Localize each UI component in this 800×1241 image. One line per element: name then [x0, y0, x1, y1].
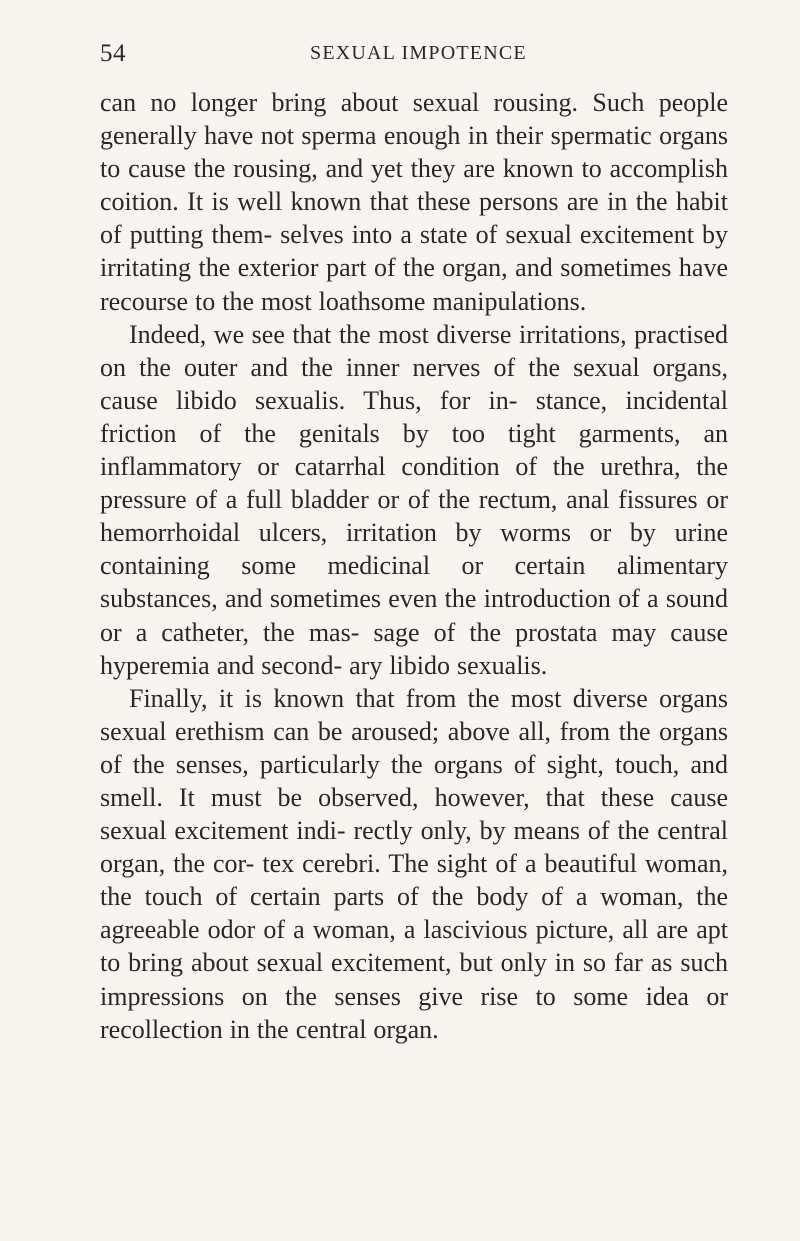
page-number: 54 — [100, 40, 126, 67]
body-text — [100, 86, 728, 1046]
paragraph-senses: Finally, it is known that from the most diverse organs sexual erethism can be aroused; above all, from the organs of the senses, particularly the organs of sight, touch, and smell. It must be observed, however, that these cause sexual excitement indi- rectly only, by means of the central organ, the cor- tex cerebri. The sight of a beautiful woman, the touch of certain parts of the body of a woman, the agreeable odor of a woman, a lascivious picture, all are apt to bring about sexual excitement, but only in so far as such impressions on the senses give rise to some idea or recollection in the central organ. — [100, 683, 728, 1044]
paragraph-irritations: Indeed, we see that the most diverse irritations, practised on the outer and the inner nerves of the sexual organs, cause libido sexualis. Thus, for in- stance, incidental friction of the genitals by too tight garments, an inflammatory or catarrhal condition of the urethra, the pressure of a full bladder or of the rectum, anal fissures or hemorrhoidal ulcers, irritation by worms or by urine containing some medicinal or certain alimentary substances, and sometimes even the introduction of a sound or a catheter, the mas- sage of the prostata may cause hyperemia and second- ary libido sexualis. — [100, 319, 728, 680]
paragraph-continued: can no longer bring about sexual rousing. Such people generally have not sperma enough in their spermatic organs to cause the rousing, and yet they are known to accomplish coition. It is well known that these persons are in the habit of putting them- selves into a state of sexual excitement by irritating the exterior part of the organ, and sometimes have recourse to the most loathsome manipulations. — [100, 88, 728, 316]
running-head — [100, 40, 718, 70]
running-title: SEXUAL IMPOTENCE — [310, 42, 527, 64]
